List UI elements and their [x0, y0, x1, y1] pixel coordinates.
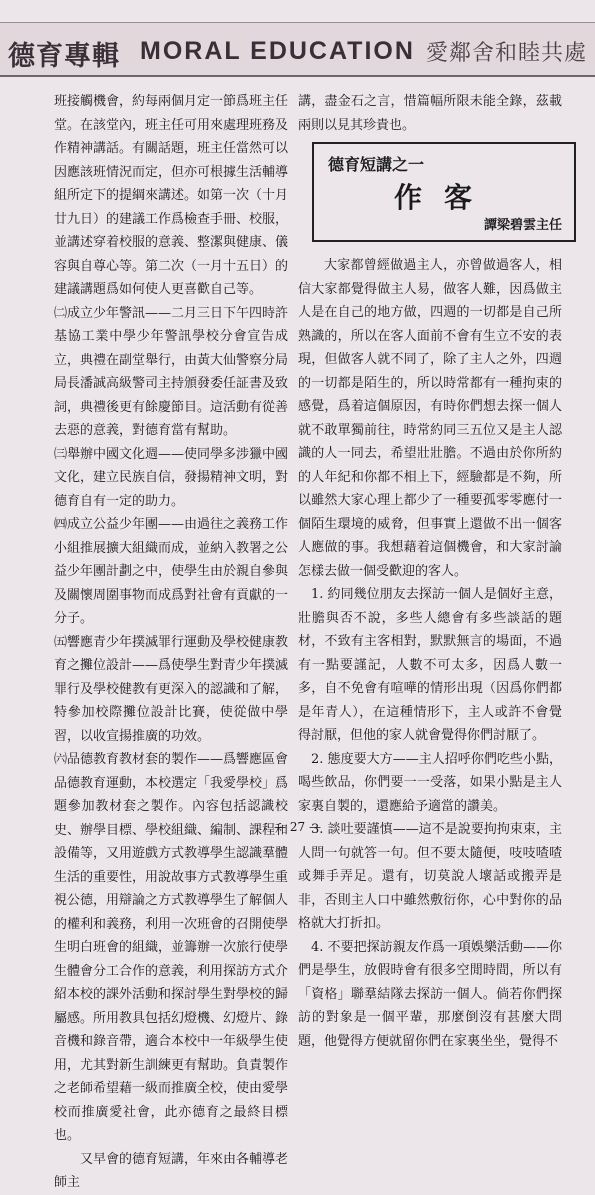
section-title-english: MORAL EDUCATION [140, 37, 415, 65]
point-3: 3. 談吐要謹慎——這不是說要拘拘束束，主人問一句就答一句。但不要太隨便，吱吱喳喳或舞手弄足。還有，切莫說人壞話或搬弄是非，否則主人口中雖然敷衍你，心中對你的品格就大打折扣。 [298, 822, 562, 931]
article-title-box [312, 142, 576, 242]
left-column [54, 90, 288, 1195]
left-paragraph-1: 班接觸機會，約每兩個月定一節爲班主任堂。在該堂內，班主任可用來處理班務及作精神講話。有關話題，班主任當然可以因應該班情況而定，但亦可根據生活輔導組所定下的提綱來講述。如第一次（十月廿九日）的建議工作爲檢查手冊、校服，並講述穿着校服的意義、整潔與健康、儀容與自尊心等。第二次（一月十五日）的建議講題爲如何使人更喜歡自己等。 [54, 94, 289, 297]
page-header [0, 0, 595, 96]
article-author: 譚梁碧雲主任 [483, 218, 562, 233]
page-number: — 27 — [274, 820, 321, 834]
section-title-chinese: 德育專輯 [8, 41, 120, 72]
left-closing-line: 又早會的德育短講，年來由各輔導老師主 [54, 1151, 289, 1190]
right-column-body [298, 254, 562, 1053]
point-2: 2. 態度要大方——主人招呼你們吃些小點，喝些飲品，你們要一一受落，如果小點是主人家裏自製的，還應給予適當的讚美。 [298, 751, 562, 814]
list-item-4: ㈣成立公益少年團——由過往之義務工作小組推展擴大組織而成，並納入教署之公益少年團計劃之中，使學生由於親自參與及關懷周圍事物而成爲對社會有貢獻的一分子。 [54, 517, 289, 626]
right-top-paragraph: 講，盡金石之言，惜篇幅所限未能全錄，茲載兩則以見其珍貴也。 [298, 94, 562, 133]
series-label: 德育短講之一 [328, 155, 425, 174]
point-4: 4. 不要把探訪親友作爲一項娛樂活動——你們是學生，放假時會有很多空閒時間，所以有「資格」聯羣結隊去探訪一個人。倘若你們探訪的對象是一個平輩，那麼倒沒有甚麼大問題，他覺得方便就留你們在家裏坐坐，覺得不 [298, 939, 562, 1049]
list-item-5: ㈤響應青少年撲滅罪行運動及學校健康教育之攤位設計——爲使學生對青少年撲滅罪行及學校健教有更深入的認識和了解，特參加校際攤位設計比賽，使從做中學習，以收宣揚推廣的功效。 [54, 634, 289, 744]
article-title: 作客 [393, 181, 494, 214]
list-item-2: ㈡成立少年警訊——二月三日下午四時許基協工業中學少年警訊學校分會宣告成立，典禮在副堂舉行，由黃大仙警察分局局長潘誠高級警司主持頒發委任証書及致詞，典禮後更有餘慶節目。這活動有從善去惡的意義，對德育當有幫助。 [54, 305, 289, 438]
list-item-6: ㈥品德教育教材套的製作——爲響應區會品德教育運動，本校選定「我愛學校」爲題參加教材套之製作。內容包括認識校史、辦學目標、學校組織、編制、課程和設備等，又用遊戲方式教導學生認識羣體生活的重要性，用說故事方式教導學生重視公德，用辯論之方式教導學生了解個人的權利和義務，利用一次班會的召開使學生明白班會的組織，並籌辦一次旅行使學生體會分工合作的意義，利用探訪方式介紹本校的課外活動和探討學生對學校的歸屬感。所用教具包括幻燈機、幻燈片、錄音機和錄音帶，適合本校中一年級學生使用，尤其對新生訓練更有幫助。負責製作之老師希望藉一級而推廣全校，使由愛學校而推廣愛社會，此亦德育之最終目標也。 [54, 752, 289, 1143]
point-1: 1. 約同幾位朋友去探訪一個人是個好主意，壯膽與否不說，多些人總會有多些談話的題材，不致有主客相對，默默無言的場面，不過有一點要謹記，人數不可太多，因爲人數一多，自不免會有喧嘩的情形出現（因爲你們都是年青人），在這種情形下，主人或許不會覺得討厭，但他的家人就會覺得你們討厭了。 [298, 587, 562, 743]
list-item-3: ㈢舉辦中國文化週——使同學多涉獵中國文化，建立民族自信，發揚精神文明，對德育自有一定的助力。 [54, 446, 289, 509]
right-column-top [298, 90, 562, 137]
intro-paragraph: 大家都曾經做過主人，亦曾做過客人，相信大家都覺得做主人易，做客人難，因爲做主人是在自己的地方做，四週的一切都是自己所熟識的，所以在客人面前不會有生立不安的表現，但做客人就不同了，除了主人之外，四週的一切都是陌生的，所以時常都有一種拘束的感覺，爲着這個原因，有時你們想去探一個人就不敢單獨前往，時常約同三五位又是主人認識的人一同去，希望壯壯膽。不過由於你所約的人年紀和你都不相上下，經驗都是不夠，所以雖然大家心理上都少了一種要孤零零應付一個陌生環境的威脅，但事實上還做不出一個客人應做的事。我想藉着這個機會，和大家討論怎樣去做一個受歡迎的客人。 [298, 258, 562, 579]
header-motto: 愛鄰舍和睦共處 [426, 41, 588, 66]
